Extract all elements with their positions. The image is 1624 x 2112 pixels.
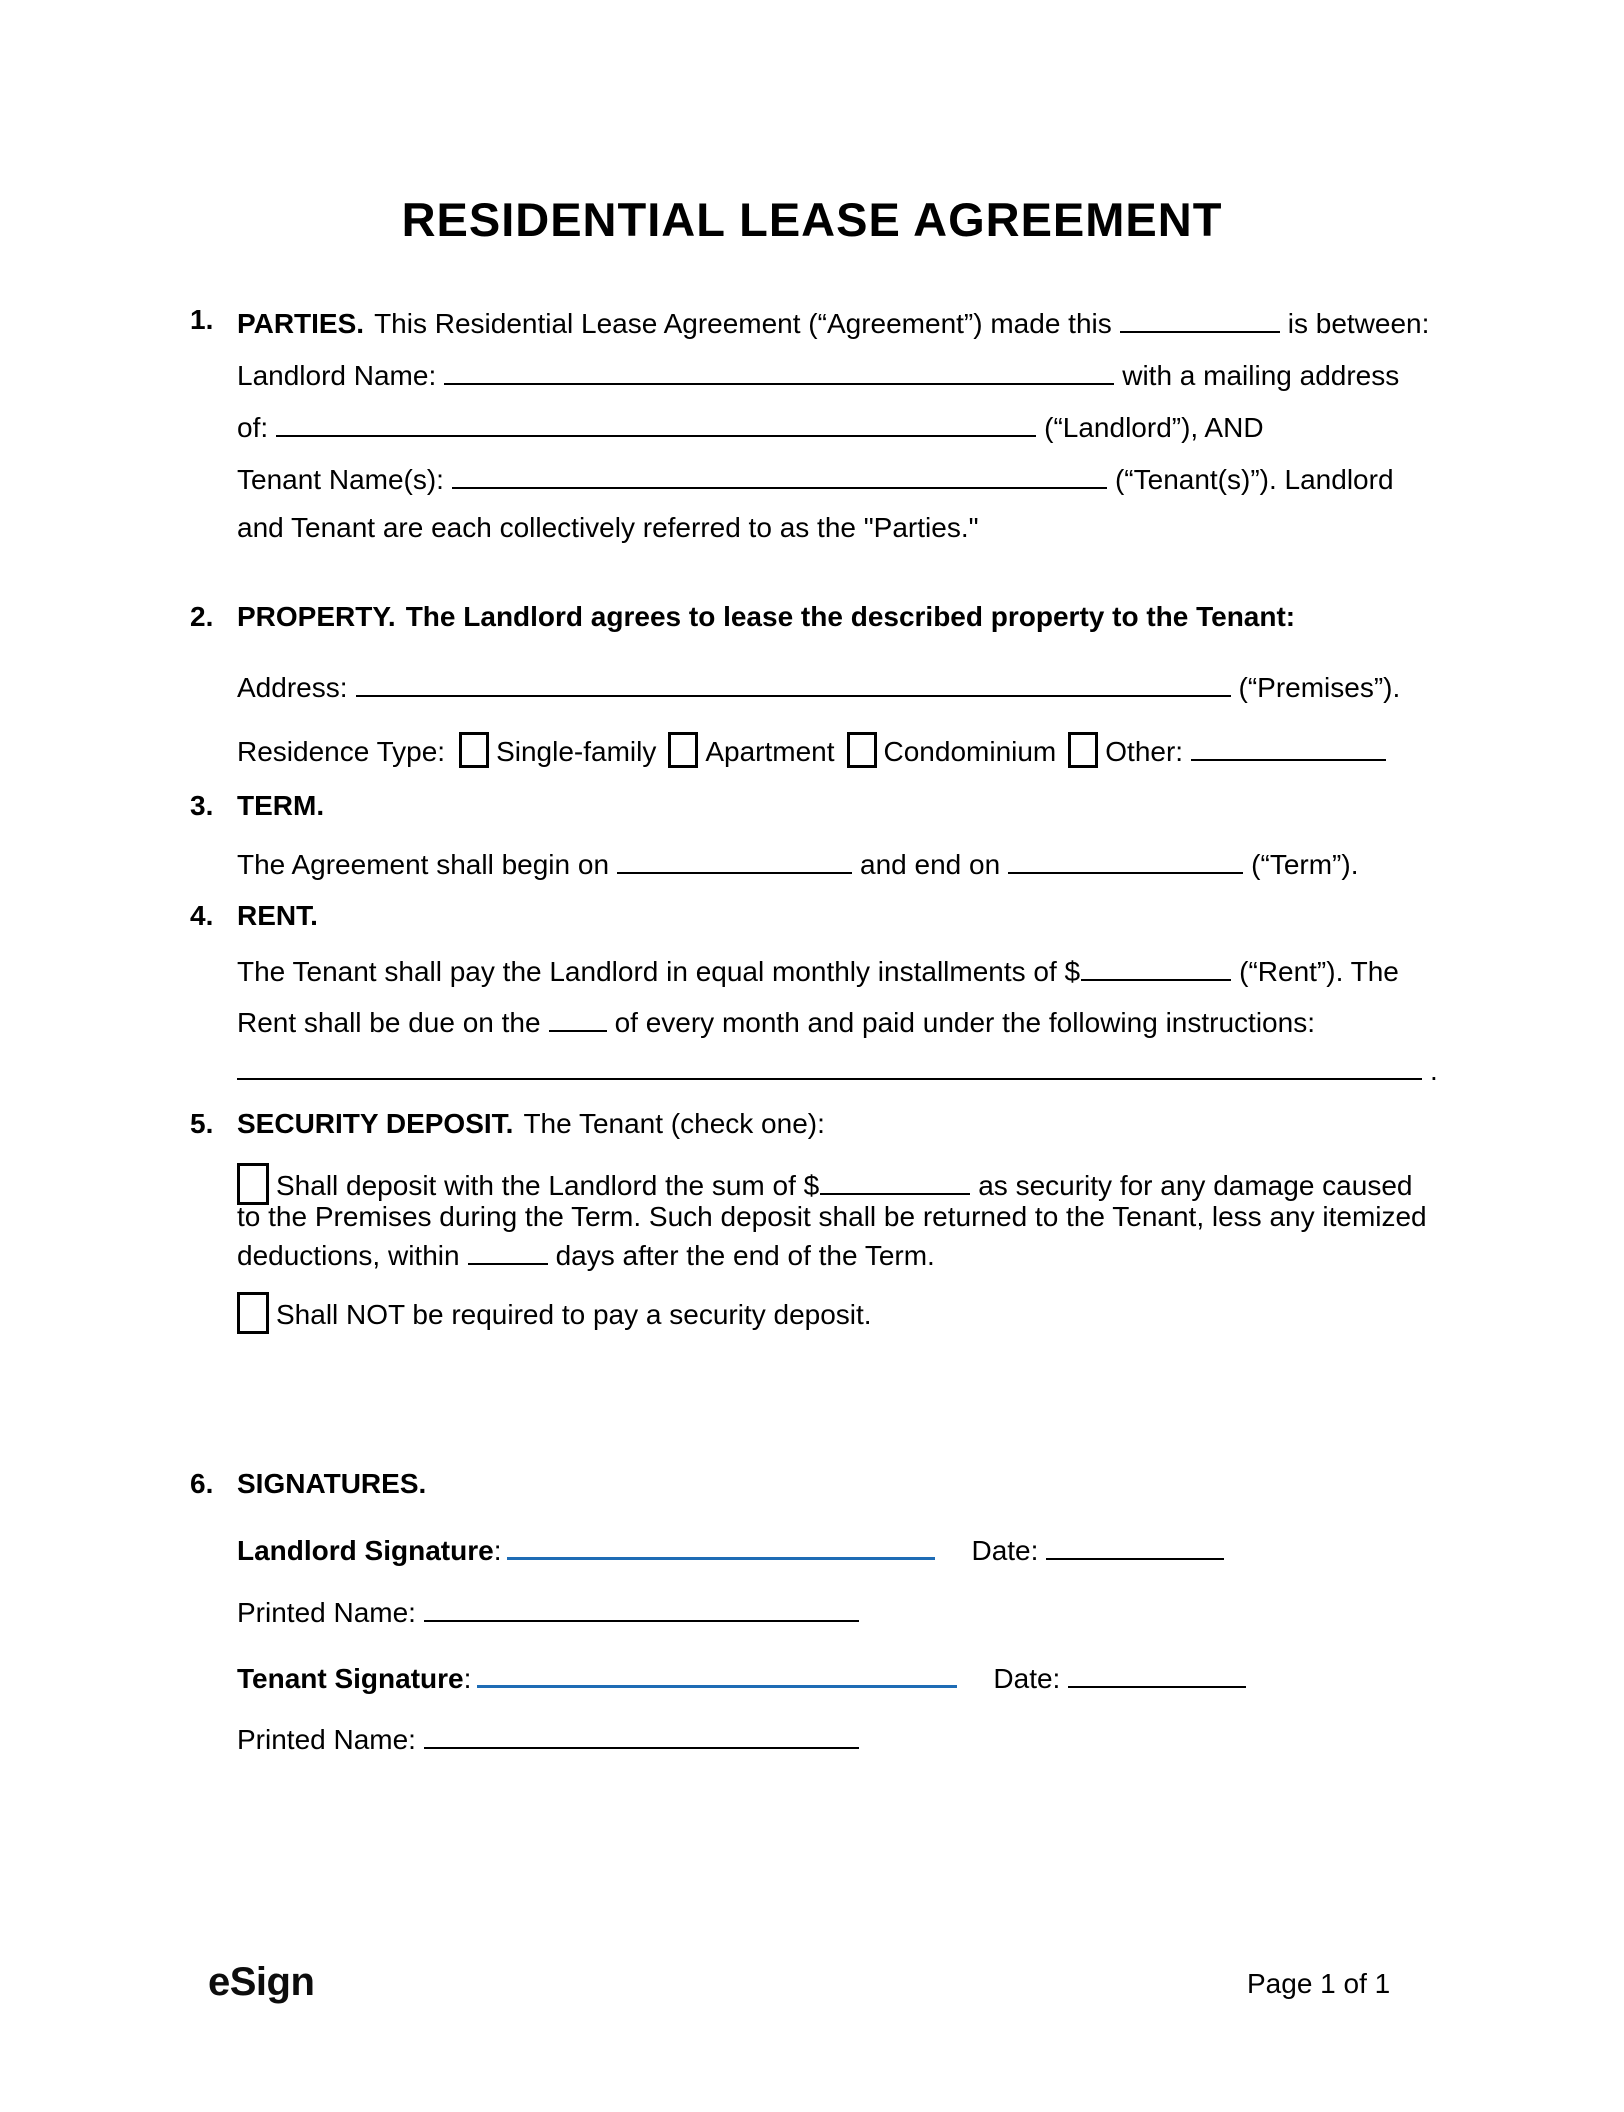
field-label: Tenant Signature (237, 1663, 464, 1694)
option-label: Apartment (705, 736, 835, 767)
checkbox-apartment[interactable] (668, 732, 698, 768)
signatures-heading-row (190, 1467, 436, 1501)
rent-amount-field[interactable] (1081, 951, 1231, 981)
option-label: Condominium (883, 736, 1057, 767)
deposit-amount-field[interactable] (820, 1165, 970, 1195)
text-segment: (“Landlord”), AND (1044, 412, 1264, 443)
checkbox-no-deposit[interactable] (237, 1292, 269, 1334)
tenant-name-row (237, 459, 1394, 497)
section-number: 3. (190, 790, 214, 821)
text-segment: to the Premises during the Term. Such deposit shall be returned to the Tenant, less any itemized (237, 1201, 1427, 1232)
tenant-date-field[interactable] (1068, 1658, 1246, 1688)
field-label: Landlord Signature (237, 1535, 494, 1566)
section-number: 6. (190, 1468, 214, 1499)
text-segment: of every month and paid under the following instructions: (614, 1007, 1315, 1038)
term-end-date-field[interactable] (1008, 844, 1243, 874)
property-address-row (237, 667, 1400, 705)
rent-amount-row (237, 951, 1399, 989)
text-segment: (“Premises”). (1238, 672, 1401, 703)
rent-instructions-row (237, 1050, 1438, 1088)
landlord-printed-name-field[interactable] (424, 1592, 859, 1622)
landlord-printed-name-row (237, 1592, 867, 1630)
text-segment: Rent shall be due on the (237, 1007, 541, 1038)
section-heading: RENT. (237, 900, 318, 931)
text-segment: Shall deposit with the Landlord the sum of $ (276, 1170, 820, 1201)
section-heading: PARTIES. (237, 308, 365, 339)
field-label: of: (237, 412, 269, 443)
checkbox-shall-deposit[interactable] (237, 1163, 269, 1205)
parties-closing-row (237, 511, 979, 545)
text-segment: is between: (1287, 308, 1430, 339)
term-start-date-field[interactable] (617, 844, 852, 874)
tenant-signature-field[interactable] (477, 1657, 957, 1688)
landlord-name-field[interactable] (444, 355, 1114, 385)
deposit-option2-row (237, 1292, 872, 1334)
section-heading: PROPERTY. (237, 601, 396, 632)
text-segment: and Tenant are each collectively referred to as the "Parties." (237, 512, 979, 543)
deposit-option1-line2 (237, 1200, 1427, 1234)
field-label: Address: (237, 672, 348, 703)
text-segment: The Tenant (check one): (523, 1108, 825, 1139)
rent-due-row (237, 1002, 1315, 1040)
field-label: Residence Type: (237, 736, 446, 767)
deposit-return-days-field[interactable] (468, 1235, 548, 1265)
field-label: Printed Name: (237, 1597, 416, 1628)
checkbox-other[interactable] (1068, 732, 1098, 768)
section-heading: TERM. (237, 790, 325, 821)
rent-heading-row (190, 899, 328, 933)
text-segment: and end on (860, 849, 1001, 880)
property-heading-row (190, 600, 1296, 634)
text-segment: deductions, within (237, 1240, 460, 1271)
section-number: 1. (190, 304, 214, 335)
other-residence-field[interactable] (1191, 731, 1386, 761)
date-label: Date: (971, 1535, 1039, 1566)
field-label: Landlord Name: (237, 360, 437, 391)
text-segment: (“Tenant(s)”). Landlord (1114, 464, 1394, 495)
landlord-address-field[interactable] (276, 407, 1036, 437)
deposit-heading-row (190, 1107, 825, 1141)
term-dates-row (237, 844, 1358, 882)
text-segment: The Agreement shall begin on (237, 849, 610, 880)
text-segment: The Landlord agrees to lease the described property to the Tenant: (405, 601, 1296, 632)
text-segment: . (1430, 1055, 1438, 1086)
section-number: 2. (190, 601, 214, 632)
payment-instructions-field[interactable] (237, 1050, 1422, 1080)
text-segment: (“Rent”). The (1239, 956, 1399, 987)
landlord-signature-field[interactable] (507, 1529, 935, 1560)
text-segment: : (493, 1535, 502, 1566)
landlord-address-row (237, 407, 1264, 445)
tenant-printed-name-row (237, 1719, 867, 1757)
landlord-name-row (237, 355, 1399, 393)
document-title: RESIDENTIAL LEASE AGREEMENT (401, 193, 1223, 246)
section-number: 5. (190, 1108, 214, 1139)
field-label: Printed Name: (237, 1724, 416, 1755)
text-segment: The Tenant shall pay the Landlord in equal monthly installments of $ (237, 956, 1081, 987)
landlord-signature-row (237, 1529, 1232, 1568)
date-label: Date: (993, 1663, 1061, 1694)
esign-logo: eSign (208, 1960, 315, 2004)
property-address-field[interactable] (356, 667, 1231, 697)
term-heading-row (190, 789, 334, 823)
parties-heading-row (190, 303, 1430, 341)
text-segment: Shall NOT be required to pay a security deposit. (276, 1299, 872, 1330)
deposit-option1-line1 (237, 1163, 1412, 1205)
section-number: 4. (190, 900, 214, 931)
field-label: Tenant Name(s): (237, 464, 444, 495)
tenant-names-field[interactable] (452, 459, 1107, 489)
section-heading: SECURITY DEPOSIT. (237, 1108, 514, 1139)
text-segment: (“Term”). (1251, 849, 1359, 880)
residence-type-row (237, 731, 1394, 769)
text-segment: This Residential Lease Agreement (“Agreement”) made this (374, 308, 1112, 339)
tenant-printed-name-field[interactable] (424, 1719, 859, 1749)
rent-due-day-field[interactable] (549, 1002, 607, 1032)
text-segment: days after the end of the Term. (555, 1240, 935, 1271)
text-segment: as security for any damage caused (978, 1170, 1413, 1201)
section-heading: SIGNATURES. (237, 1468, 427, 1499)
tenant-signature-row (237, 1657, 1254, 1696)
option-label: Other: (1105, 736, 1184, 767)
agreement-date-field[interactable] (1120, 303, 1280, 333)
checkbox-condominium[interactable] (847, 732, 877, 768)
text-segment: : (463, 1663, 472, 1694)
deposit-option1-line3 (237, 1235, 935, 1273)
text-segment: with a mailing address (1122, 360, 1400, 391)
checkbox-single-family[interactable] (459, 732, 489, 768)
page-number-label: Page 1 of 1 (1247, 1968, 1391, 1999)
landlord-date-field[interactable] (1046, 1530, 1224, 1560)
option-label: Single-family (496, 736, 657, 767)
